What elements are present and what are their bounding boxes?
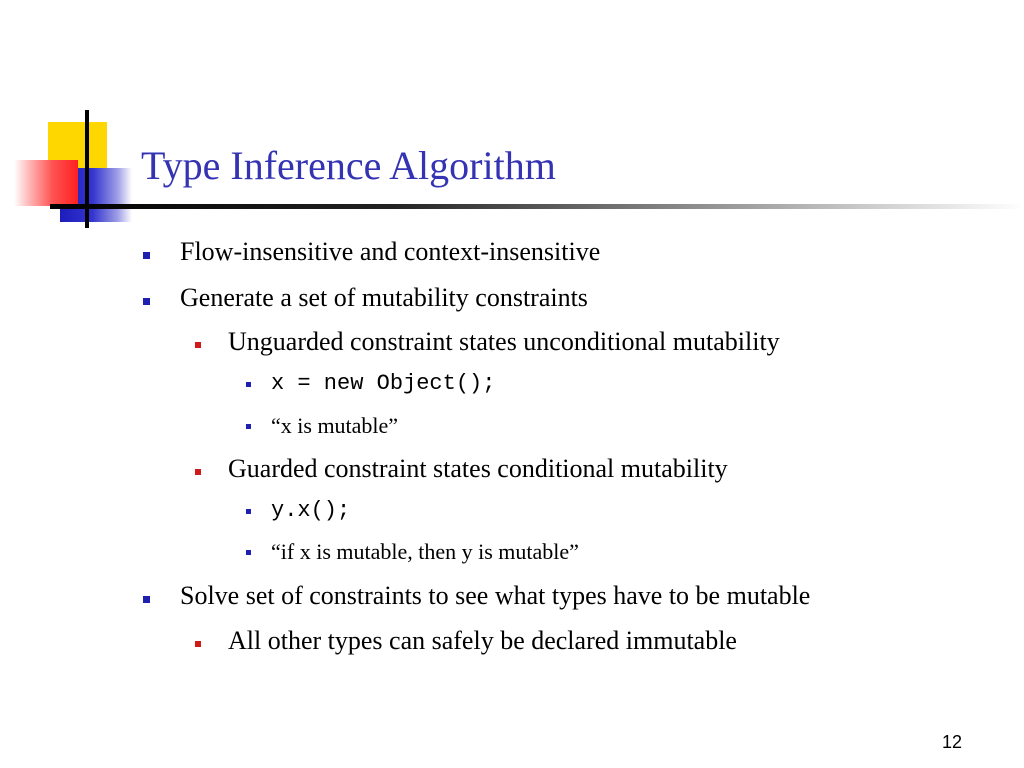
square-bullet-icon: [195, 342, 201, 348]
bullet-text: “if x is mutable, then y is mutable”: [271, 539, 579, 564]
bullet-text: Unguarded constraint states unconditional mutability: [228, 327, 780, 356]
square-bullet-icon: [195, 641, 201, 647]
bullet-text: Flow-insensitive and context-insensitive: [180, 237, 601, 266]
page-number: 12: [941, 732, 962, 752]
bullet-text: Solve set of constraints to see what types have to be mutable: [180, 581, 811, 610]
square-bullet-icon: [246, 424, 251, 429]
bullet-text: Guarded constraint states conditional mutability: [228, 454, 728, 483]
code-snippet: y.x();: [271, 498, 351, 523]
slide-title: Type Inference Algorithm: [141, 143, 556, 188]
square-bullet-icon: [143, 596, 150, 603]
red-square-decoration: [14, 160, 78, 206]
title-underline-rule: [50, 204, 1024, 209]
square-bullet-icon: [246, 509, 251, 514]
bullet-text: Generate a set of mutability constraints: [180, 283, 588, 312]
square-bullet-icon: [246, 550, 251, 555]
square-bullet-icon: [195, 469, 201, 475]
bullet-text: All other types can safely be declared immutable: [228, 626, 737, 655]
square-bullet-icon: [143, 252, 150, 259]
vertical-rule: [85, 110, 89, 228]
bullet-text: “x is mutable”: [271, 413, 399, 438]
square-bullet-icon: [246, 382, 251, 387]
square-bullet-icon: [143, 298, 150, 305]
code-snippet: x = new Object();: [271, 371, 496, 396]
